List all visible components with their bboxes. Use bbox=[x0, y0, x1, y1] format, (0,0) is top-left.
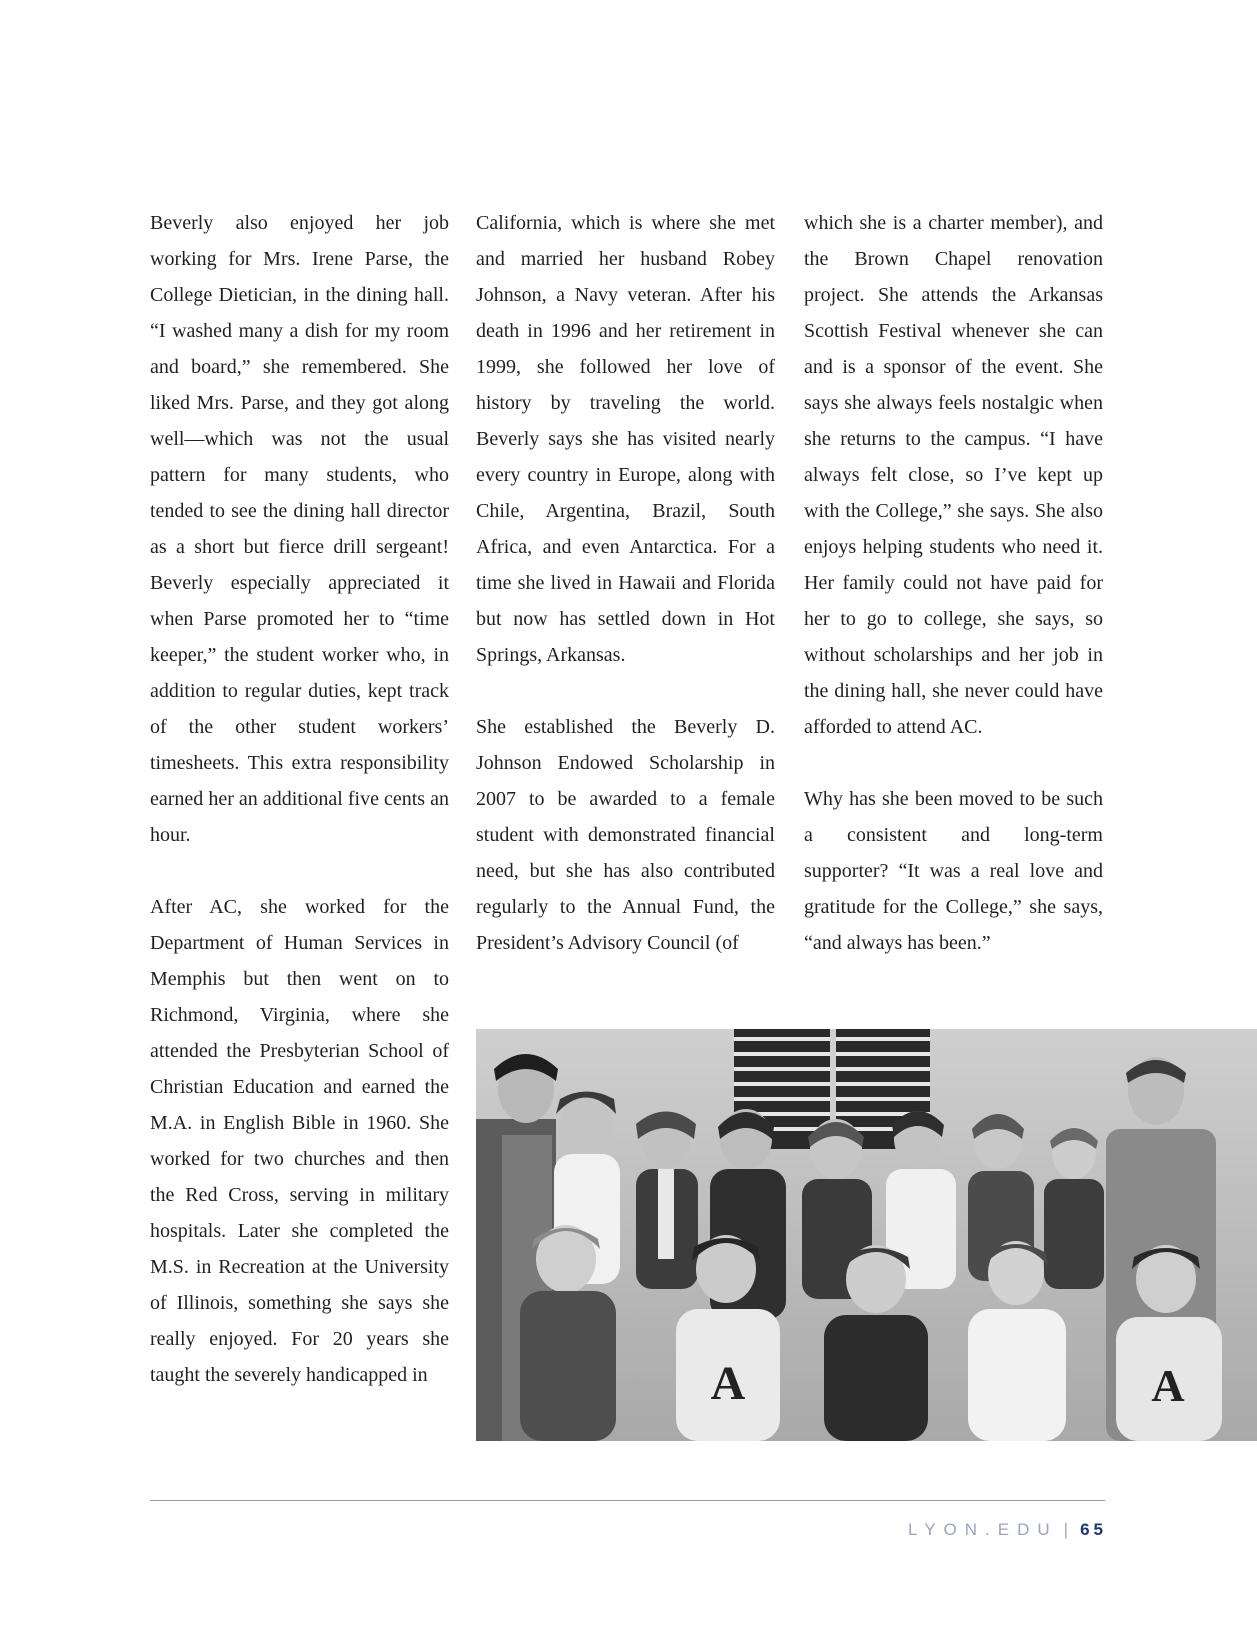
paragraph: Beverly also enjoyed her job working for Mrs. Irene Parse, the College Dietician, in the dining hall. “I washed many a dish for my room and board,” she remembered. She liked Mrs. Parse, and they got along well—which was not the usual pattern for many students, who tended to see the dining hall director as a short but fierce drill sergeant! Beverly especially appreciated it when Parse promoted her to “time keeper,” the student worker who, in addition to regular duties, kept track of the other student workers’ timesheets. This extra responsibility earned her an additional five cents an hour. bbox=[150, 212, 449, 846]
paragraph: After AC, she worked for the Department of Human Services in Memphis but then went on to Richmond, Virginia, where she attended the Presbyterian School of Christian Education and earned the M.A. in English Bible in 1960. She worked for two churches and then the Red Cross, serving in military hospitals. Later she completed the M.S. in Recreation at the University of Illinois, something she says she really enjoyed. For 20 years she taught the severely handicapped in bbox=[150, 896, 449, 1386]
paragraph: She established the Beverly D. Johnson Endowed Scholarship in 2007 to be awarded to a female student with demonstrated financial need, but she has also contributed regularly to the Annual Fund, the President’s Advisory Council (of bbox=[476, 716, 775, 954]
paragraph: California, which is where she met and married her husband Robey Johnson, a Navy veteran. After his death in 1996 and her retirement in 1999, she followed her love of history by traveling the world. Beverly says she has visited nearly every country in Europe, along with Chile, Argentina, Brazil, South Africa, and even Antarctica. For a time she lived in Hawaii and Florida but now has settled down in Hot Springs, Arkansas. bbox=[476, 212, 775, 666]
group-photo bbox=[476, 1029, 1257, 1441]
page-footer bbox=[908, 1519, 1107, 1541]
paragraph: which she is a charter member), and the Brown Chapel renovation project. She attends the Arkansas Scottish Festival whenever she can and is a sponsor of the event. She says she always feels nostalgic when she returns to the campus. “I have always felt close, so I’ve kept up with the College,” she says. She also enjoys helping students who need it. Her family could not have paid for her to go to college, she says, so without scholarships and her job in the dining hall, she never could have afforded to attend AC. bbox=[804, 212, 1103, 738]
article-column-1 bbox=[150, 205, 449, 1393]
footer-site: LYON.EDU bbox=[908, 1520, 1058, 1539]
page-number: 65 bbox=[1080, 1520, 1107, 1539]
group-photo-illustration bbox=[476, 1029, 1257, 1441]
svg-text:A: A bbox=[1151, 1360, 1185, 1411]
svg-text:A: A bbox=[710, 1357, 746, 1410]
article-column-2 bbox=[476, 205, 775, 961]
footer-separator: | bbox=[1063, 1520, 1069, 1539]
footer-divider bbox=[150, 1500, 1105, 1501]
paragraph: Why has she been moved to be such a consistent and long-term supporter? “It was a real love and gratitude for the College,” she says, “and always has been.” bbox=[804, 788, 1103, 954]
article-column-3 bbox=[804, 205, 1103, 961]
